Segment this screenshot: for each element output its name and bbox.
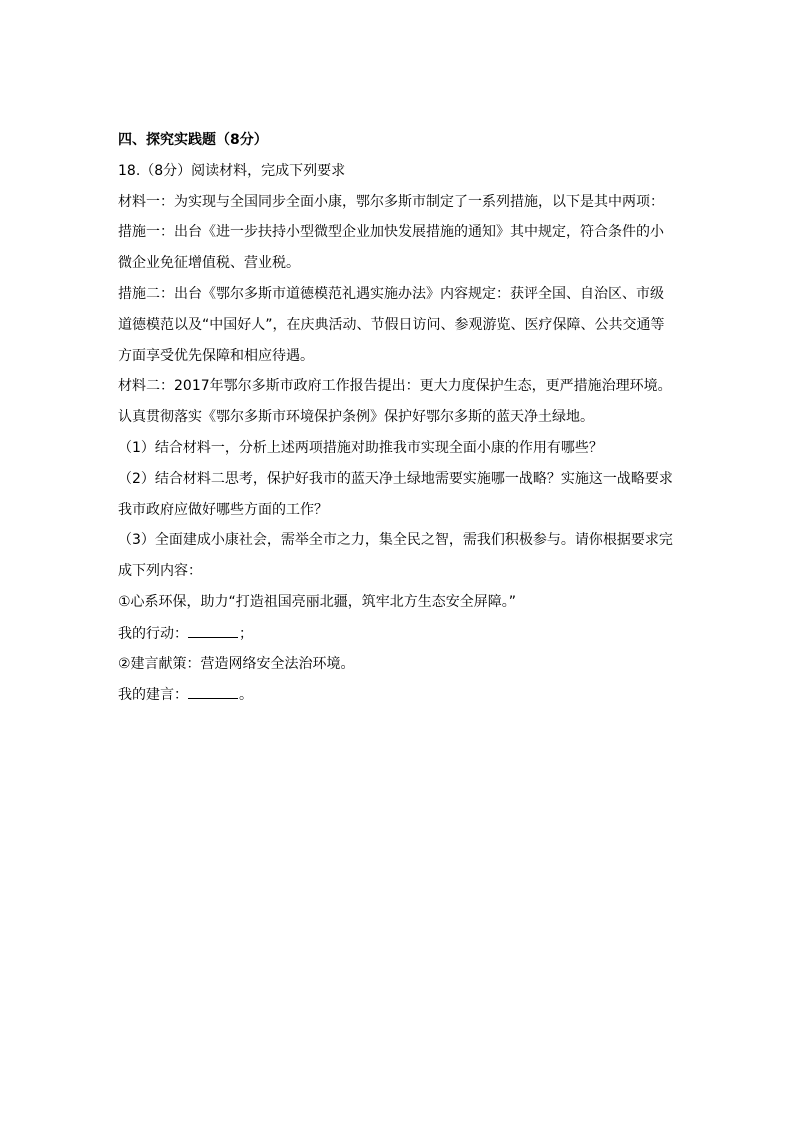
material1-intro: 材料一：为实现与全国同步全面小康，鄂尔多斯市制定了一系列措施，以下是其中两项： <box>118 193 664 210</box>
measure2-line-3: 方面享受优先保障和相应待遇。 <box>118 347 314 364</box>
question-block <box>118 130 678 715</box>
subquestion-3-line-1: （3）全面建成小康社会，需举全市之力，集全民之智，需我们积极参与。请你根据要求完 <box>118 532 673 549</box>
suggestion-answer-line <box>118 684 678 704</box>
subquestion-2-line-2: 我市政府应做好哪些方面的工作？ <box>118 501 328 518</box>
section-title: 四、探究实践题（8分） <box>118 132 268 148</box>
measure1-line-1: 措施一：出台《进一步扶持小型微型企业加快发展措施的通知》其中规定，符合条件的小 <box>118 224 664 241</box>
material2-line-2: 认真贯彻落实《鄂尔多斯市环境保护条例》保护好鄂尔多斯的蓝天净土绿地。 <box>118 409 594 426</box>
item-2: ②建言献策：营造网络安全法治环境。 <box>118 655 355 672</box>
question-header: 18.（8分）阅读材料，完成下列要求 <box>118 162 346 179</box>
material2-line-1: 材料二：2017年鄂尔多斯市政府工作报告提出：更大力度保护生态，更严措施治理环境。 <box>118 378 672 395</box>
suggestion-blank[interactable] <box>188 684 238 699</box>
subquestion-3-line-2: 成下列内容： <box>118 563 202 580</box>
measure1-line-2: 微企业免征增值税、营业税。 <box>118 255 300 272</box>
action-label: 我的行动： <box>118 625 188 642</box>
measure2-line-1: 措施二：出台《鄂尔多斯市道德模范礼遇实施办法》内容规定：获评全国、自治区、市级 <box>118 285 664 302</box>
action-end: ； <box>239 625 253 642</box>
suggestion-end: 。 <box>239 687 253 704</box>
subquestion-2-line-1: （2）结合材料二思考，保护好我市的蓝天净土绿地需要实施哪一战略？实施这一战略要求 <box>118 470 673 487</box>
action-answer-line <box>118 623 678 643</box>
item-1: ①心系环保，助力“打造祖国亮丽北疆，筑牢北方生态安全屏障。” <box>118 593 517 610</box>
subquestion-1: （1）结合材料一，分析上述两项措施对助推我市实现全面小康的作用有哪些？ <box>118 439 603 456</box>
action-blank[interactable] <box>188 623 238 638</box>
measure2-line-2: 道德模范以及“中国好人”，在庆典活动、节假日访问、参观游览、医疗保障、公共交通等 <box>118 316 665 333</box>
suggestion-label: 我的建言： <box>118 687 188 704</box>
